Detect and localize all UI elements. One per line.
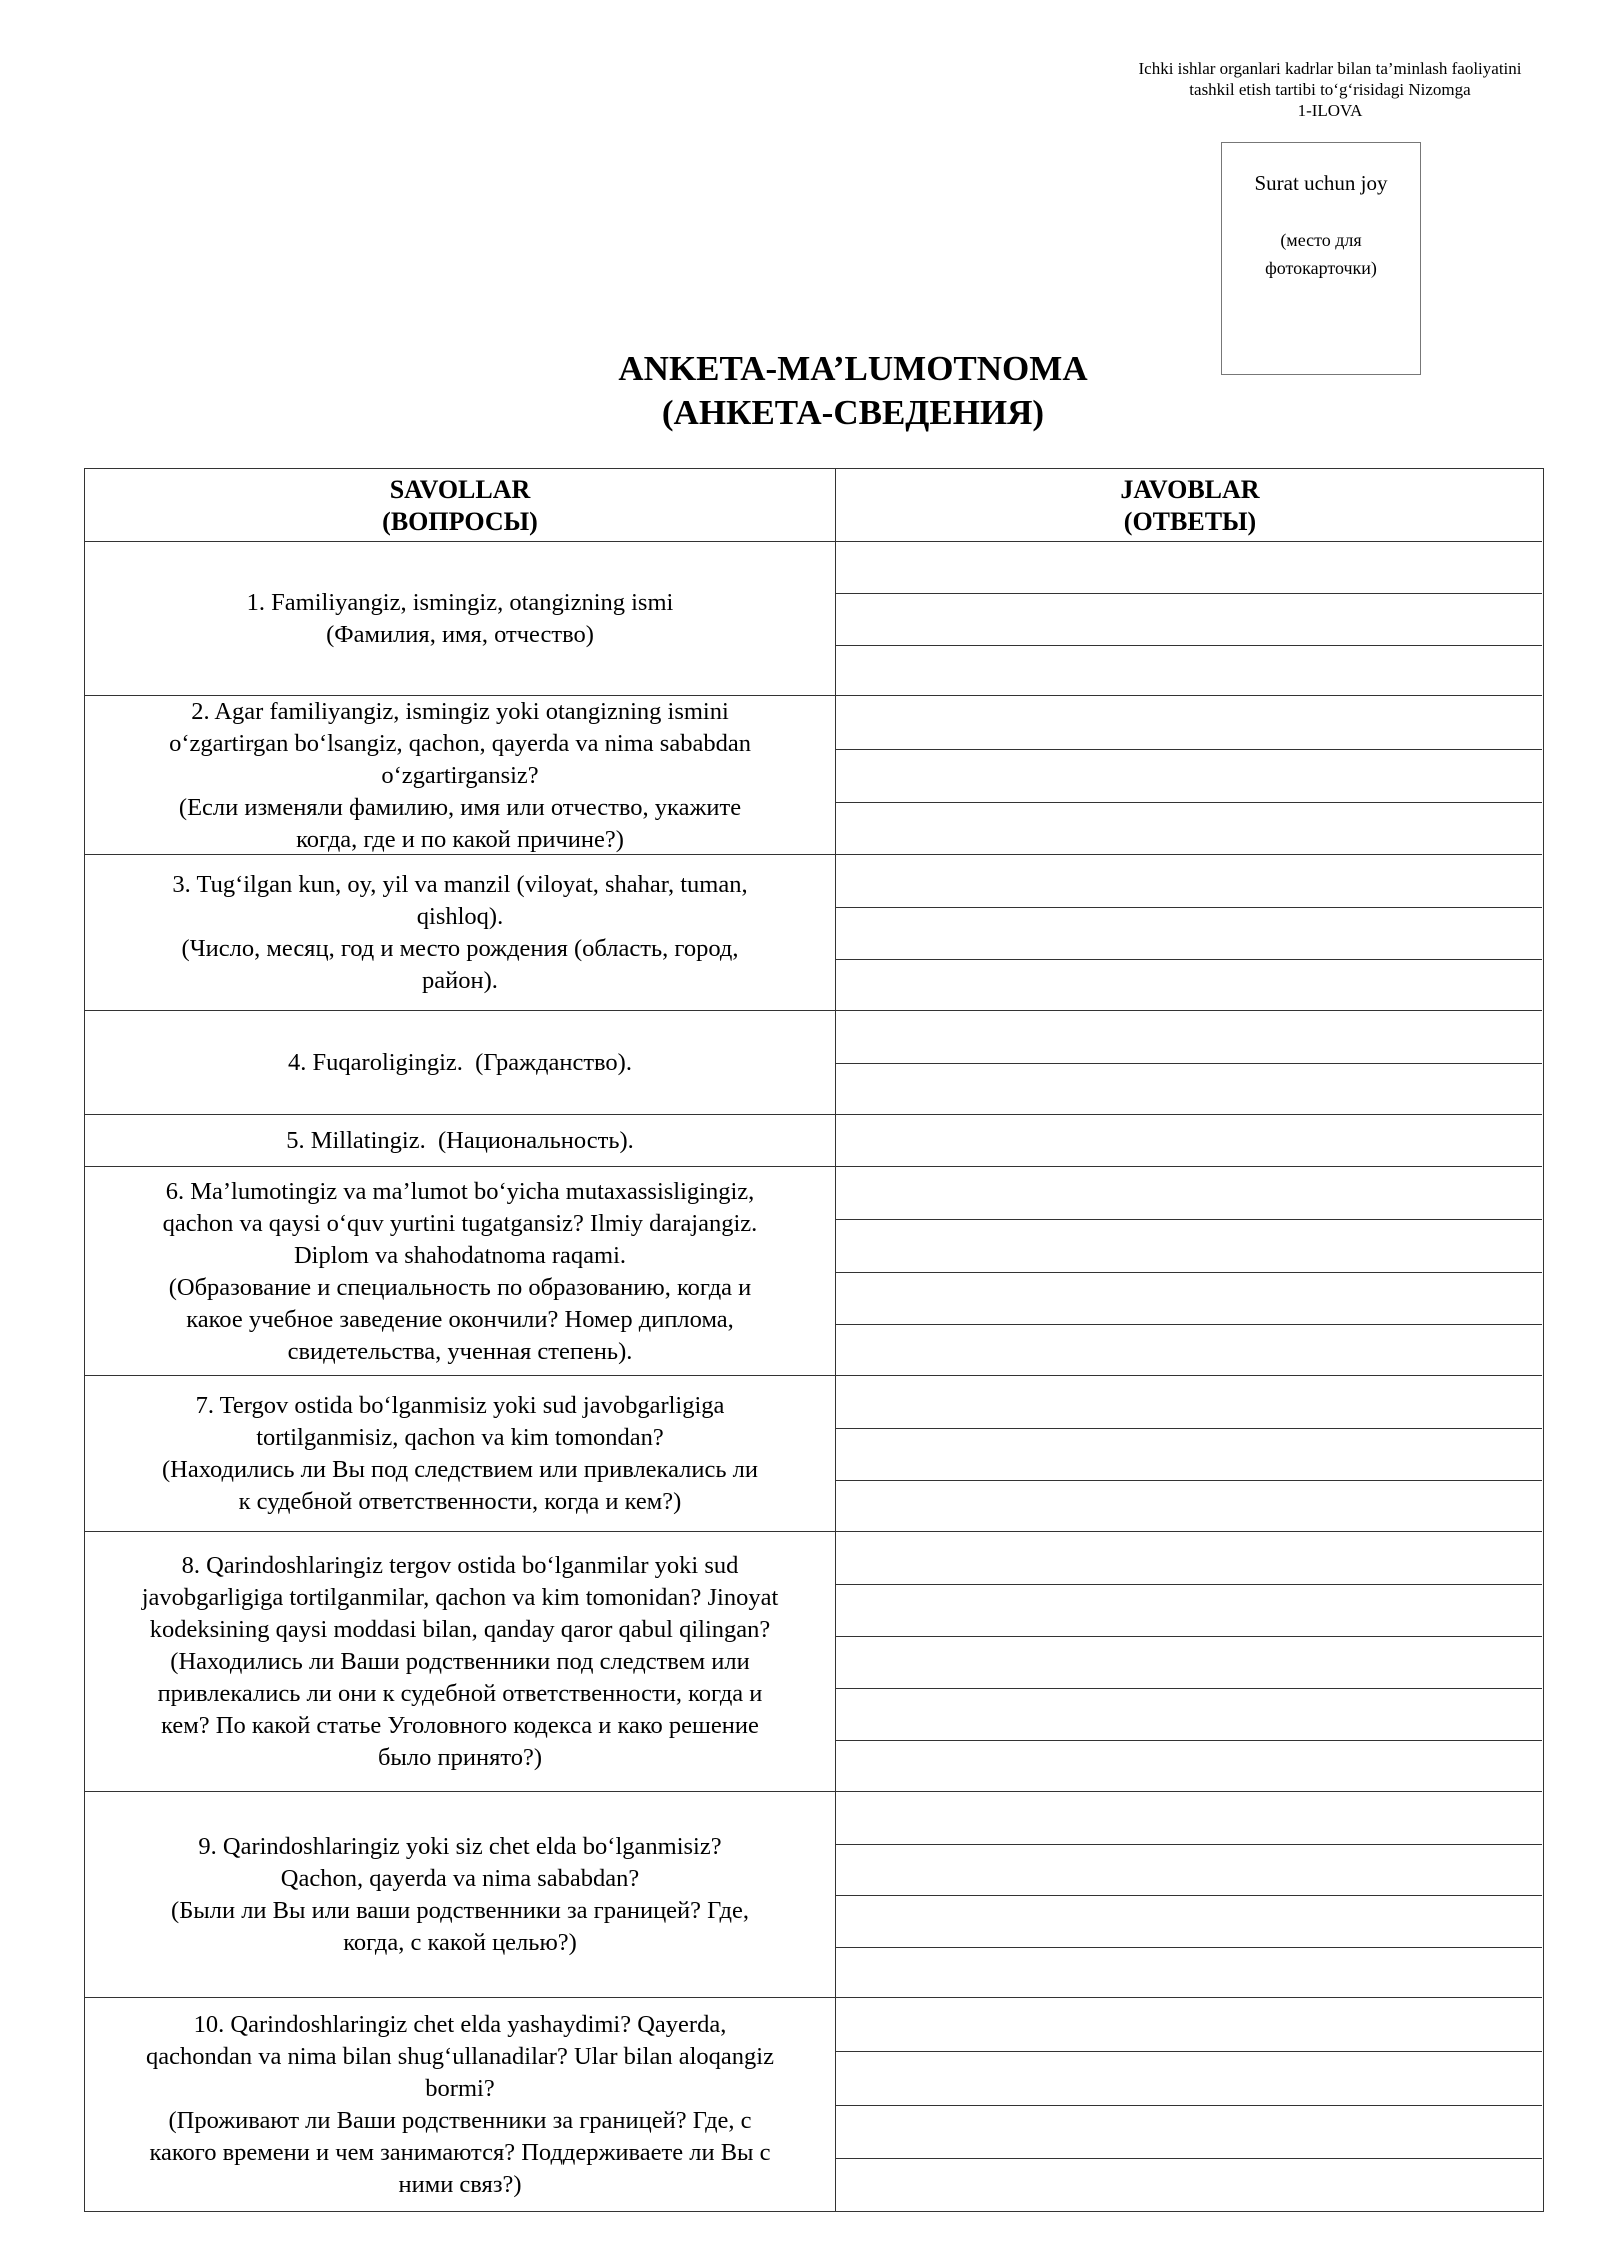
answer-cell bbox=[836, 1792, 1542, 1998]
question-line: (Находились ли Вы под следствием или привлекались ли bbox=[161, 1456, 759, 1483]
answer-cell bbox=[836, 855, 1542, 1011]
answer-line[interactable] bbox=[836, 1947, 1542, 1999]
title-ru: (АНКЕТА-СВЕДЕНИЯ) bbox=[661, 393, 1045, 432]
question-row-4 bbox=[85, 1010, 1542, 1115]
questions-header-ru: (ВОПРОСЫ) bbox=[382, 507, 538, 536]
answer-cell bbox=[836, 542, 1542, 696]
question-line: какого времени и чем занимаются? Поддерживаете ли Вы с bbox=[149, 2138, 771, 2166]
answer-cell bbox=[836, 1167, 1542, 1376]
question-row-10 bbox=[85, 1997, 1542, 2211]
question-cell bbox=[85, 696, 835, 855]
question-line: кем? По какой статье Уголовного кодекса и како решение bbox=[161, 1712, 759, 1739]
question-line: o‘zgartirgan bo‘lsangiz, qachon, qayerda va nima sababdan bbox=[169, 729, 751, 757]
answer-line[interactable] bbox=[836, 1376, 1542, 1428]
question-line: когда, с какой целью?) bbox=[343, 1929, 577, 1956]
question-line: к судебной ответственности, когда и кем?) bbox=[238, 1488, 682, 1515]
answer-line[interactable] bbox=[836, 1792, 1542, 1844]
question-line: 10. Qarindoshlaringiz chet elda yashaydimi? Qayerda, bbox=[193, 2010, 727, 2038]
answer-cell bbox=[836, 1532, 1542, 1792]
annex-note bbox=[1080, 58, 1580, 121]
photo-label-ru: (место для фотокарточки) bbox=[1265, 230, 1377, 278]
question-line: javobgarligiga tortilganmilar, qachon va kim tomonidan? Jinoyat bbox=[141, 1584, 779, 1611]
question-row-2 bbox=[85, 695, 1542, 855]
question-line: (Находились ли Ваши родственники под следствем или bbox=[170, 1648, 750, 1675]
answers-header-uz: JAVOBLAR bbox=[1120, 475, 1260, 504]
question-line: (Если изменяли фамилию, имя или отчество, укажите bbox=[178, 793, 742, 821]
question-line: 1. Familiyangiz, ismingiz, otangizning ismi bbox=[246, 589, 674, 616]
question-line: было принято?) bbox=[377, 1744, 543, 1771]
question-line: свидетельства, ученная степень). bbox=[287, 1337, 633, 1365]
answer-line[interactable] bbox=[836, 1428, 1542, 1480]
questions-header-uz: SAVOLLAR bbox=[389, 475, 531, 504]
question-line: ними связ?) bbox=[398, 2170, 522, 2198]
answer-cell bbox=[836, 1998, 1542, 2211]
question-text bbox=[110, 869, 810, 997]
question-line: 3. Tug‘ilgan kun, oy, yil va manzil (viloyat, shahar, tuman, bbox=[172, 871, 748, 898]
answer-line[interactable] bbox=[836, 1532, 1542, 1584]
photo-placeholder bbox=[1221, 142, 1421, 375]
question-text bbox=[110, 1125, 810, 1157]
annex-line-3: 1-ILOVA bbox=[1297, 101, 1363, 120]
question-line: 9. Qarindoshlaringiz yoki siz chet elda bo‘lganmisiz? bbox=[198, 1833, 722, 1860]
answer-line[interactable] bbox=[836, 1584, 1542, 1636]
answer-line[interactable] bbox=[836, 1895, 1542, 1947]
answer-line[interactable] bbox=[836, 2051, 1542, 2104]
answer-line[interactable] bbox=[836, 645, 1542, 696]
question-line: 4. Fuqaroligingiz. (Гражданство). bbox=[288, 1049, 632, 1076]
answers-header bbox=[835, 469, 1545, 541]
annex-line-1: Ichki ishlar organlari kadrlar bilan ta’minlash faoliyatini bbox=[1138, 59, 1522, 78]
answer-line[interactable] bbox=[836, 2105, 1542, 2158]
answer-line[interactable] bbox=[836, 855, 1542, 907]
question-line: привлекались ли они к судебной ответственности, когда и bbox=[157, 1680, 763, 1707]
question-line: o‘zgartirgansiz? bbox=[381, 761, 539, 789]
question-line: 6. Ma’lumotingiz va ma’lumot bo‘yicha mutaxassisligingiz, bbox=[165, 1177, 755, 1205]
page-title bbox=[0, 347, 1600, 435]
question-row-9 bbox=[85, 1791, 1542, 1998]
answer-line[interactable] bbox=[836, 1740, 1542, 1792]
question-cell bbox=[85, 1532, 835, 1792]
question-row-3 bbox=[85, 854, 1542, 1011]
title-uz: ANKETA-MA’LUMOTNOMA bbox=[618, 349, 1088, 388]
question-line: kodeksining qaysi moddasi bilan, qanday qaror qabul qilingan? bbox=[149, 1616, 771, 1643]
question-cell bbox=[85, 1376, 835, 1532]
question-line: (Образование и специальность по образованию, когда и bbox=[168, 1273, 752, 1301]
answer-line[interactable] bbox=[836, 1688, 1542, 1740]
answer-line[interactable] bbox=[836, 959, 1542, 1011]
question-line: (Проживают ли Ваши родственники за границей? Где, с bbox=[168, 2106, 752, 2134]
question-line: Qachon, qayerda va nima sababdan? bbox=[280, 1865, 640, 1892]
question-row-7 bbox=[85, 1375, 1542, 1532]
question-line: bormi? bbox=[425, 2074, 495, 2102]
question-cell bbox=[85, 1115, 835, 1167]
question-line: район). bbox=[422, 967, 498, 994]
answer-line[interactable] bbox=[836, 696, 1542, 749]
answer-line[interactable] bbox=[836, 593, 1542, 644]
answer-line[interactable] bbox=[836, 907, 1542, 959]
question-row-1 bbox=[85, 541, 1542, 696]
questionnaire-table bbox=[84, 468, 1544, 2212]
answer-line[interactable] bbox=[836, 2158, 1542, 2211]
question-text bbox=[110, 1550, 810, 1774]
photo-label-uz: Surat uchun joy bbox=[1254, 171, 1388, 195]
answer-line[interactable] bbox=[836, 1011, 1542, 1063]
question-line: qachondan va nima bilan shug‘ullanadilar? Ular bilan aloqangiz bbox=[146, 2042, 774, 2070]
question-line: (Были ли Вы или ваши родственники за границей? Где, bbox=[171, 1897, 749, 1924]
question-line: 8. Qarindoshlaringiz tergov ostida bo‘lganmilar yoki sud bbox=[181, 1552, 739, 1579]
question-cell bbox=[85, 542, 835, 696]
question-line: какое учебное заведение окончили? Номер диплома, bbox=[186, 1305, 734, 1333]
question-row-6 bbox=[85, 1166, 1542, 1376]
question-cell bbox=[85, 1011, 835, 1115]
question-cell bbox=[85, 1167, 835, 1376]
answer-line[interactable] bbox=[836, 1272, 1542, 1324]
answer-line[interactable] bbox=[836, 1219, 1542, 1271]
question-text bbox=[110, 1390, 810, 1518]
question-line: Diplom va shahodatnoma raqami. bbox=[293, 1241, 627, 1269]
annex-line-2: tashkil etish tartibi to‘g‘risidagi Nizomga bbox=[1189, 80, 1471, 99]
question-line: qachon va qaysi o‘quv yurtini tugatgansiz? Ilmiy darajangiz. bbox=[162, 1209, 758, 1237]
question-text bbox=[110, 1047, 810, 1079]
answer-line[interactable] bbox=[836, 1636, 1542, 1688]
question-line: 2. Agar familiyangiz, ismingiz yoki otangizning ismini bbox=[191, 697, 729, 725]
question-line: 5. Millatingiz. (Национальность). bbox=[286, 1127, 634, 1154]
question-cell bbox=[85, 855, 835, 1011]
answer-cell bbox=[836, 1115, 1542, 1167]
question-line: tortilganmisiz, qachon va kim tomondan? bbox=[256, 1424, 664, 1451]
question-text bbox=[110, 587, 810, 651]
answer-line[interactable] bbox=[836, 1167, 1542, 1219]
question-cell bbox=[85, 1792, 835, 1998]
question-cell bbox=[85, 1998, 835, 2211]
answer-line[interactable] bbox=[836, 802, 1542, 855]
question-text bbox=[110, 1831, 810, 1959]
answer-line[interactable] bbox=[836, 1324, 1542, 1376]
question-line: qishloq). bbox=[416, 903, 504, 930]
answer-line[interactable] bbox=[836, 1480, 1542, 1532]
answers-header-ru: (ОТВЕТЫ) bbox=[1123, 507, 1257, 536]
question-text bbox=[110, 1176, 810, 1368]
question-text bbox=[110, 696, 810, 856]
answer-cell bbox=[836, 696, 1542, 855]
answer-line[interactable] bbox=[836, 1063, 1542, 1115]
question-line: когда, где и по какой причине?) bbox=[296, 825, 624, 853]
question-line: (Число, месяц, год и место рождения (область, город, bbox=[181, 935, 739, 962]
answer-line[interactable] bbox=[836, 1844, 1542, 1896]
questions-header bbox=[85, 469, 835, 541]
answer-line[interactable] bbox=[836, 1998, 1542, 2051]
question-row-5 bbox=[85, 1114, 1542, 1167]
answer-cell bbox=[836, 1011, 1542, 1115]
answer-line[interactable] bbox=[836, 749, 1542, 802]
question-line: 7. Tergov ostida bo‘lganmisiz yoki sud javobgarligiga bbox=[195, 1392, 725, 1419]
question-row-8 bbox=[85, 1531, 1542, 1792]
question-line: (Фамилия, имя, отчество) bbox=[326, 621, 594, 648]
answer-cell bbox=[836, 1376, 1542, 1532]
answer-line[interactable] bbox=[836, 1115, 1542, 1167]
answer-line[interactable] bbox=[836, 542, 1542, 593]
question-text bbox=[110, 2009, 810, 2201]
